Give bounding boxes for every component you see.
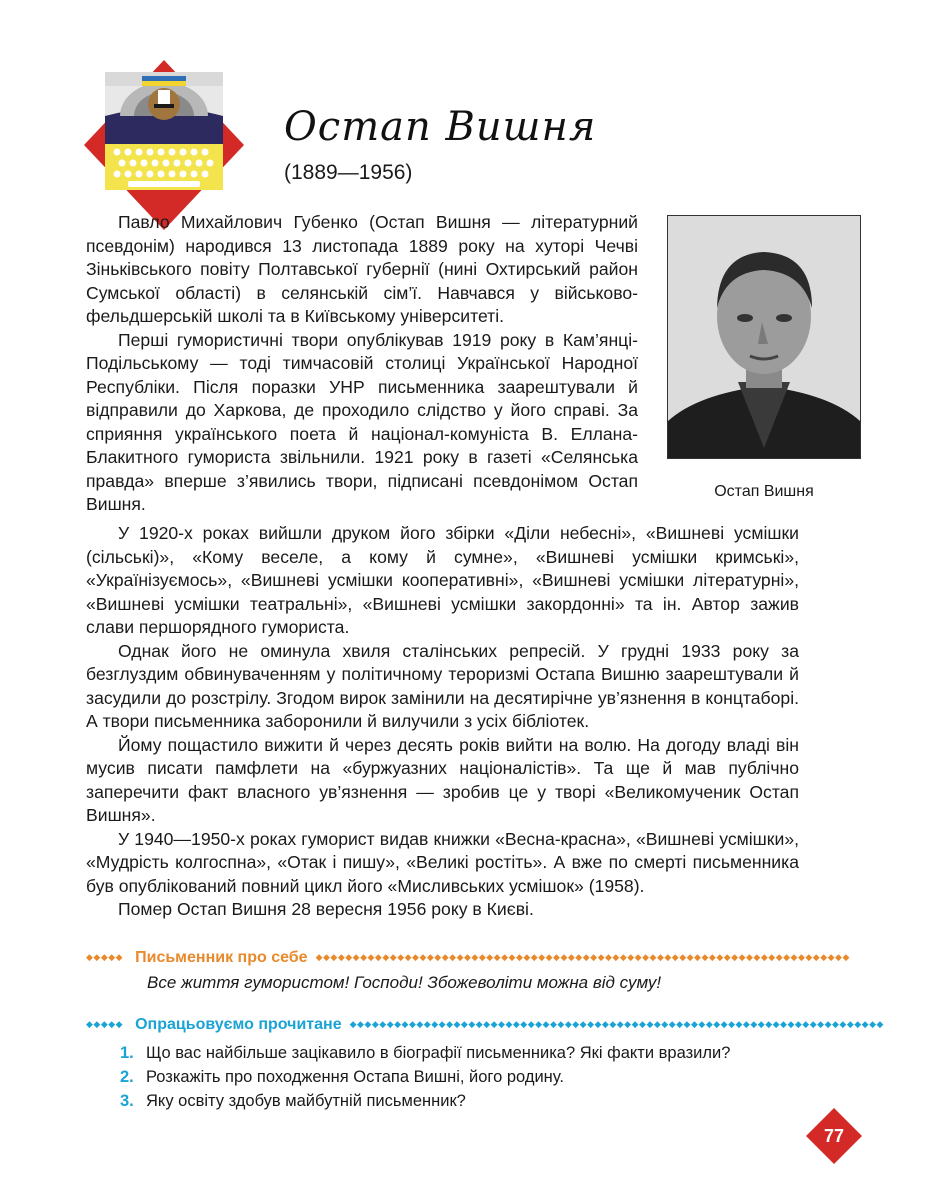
- biography-main: [86, 522, 799, 922]
- question-number: 2.: [120, 1068, 134, 1086]
- question-item: [120, 1041, 730, 1065]
- bio-paragraph: У 1940—1950-х роках гуморист видав книжки «Весна-красна», «Вишневі усмішки», «Мудрість колгоспна», «Отак і пишу», «Великі ростіть». А вже по смерті письменника був опублікований повний цикл його «Мисливських усмішок» (1958).: [86, 828, 799, 896]
- section-header-review: [86, 1013, 884, 1035]
- dot-divider-icon: ◆◆◆◆◆: [86, 1019, 124, 1029]
- review-questions: [120, 1041, 730, 1113]
- bio-paragraph: Йому пощастило вижити й через десять років вийти на волю. На догоду владі він мусив писати памфлети на «буржуазних націоналістів». Та ще й мав публічно заперечити факт власного ув’язнення — зробив це у творі «Великомученик Остап Вишня».: [86, 734, 799, 825]
- dot-divider-icon: ◆◆◆◆◆◆◆◆◆◆◆◆◆◆◆◆◆◆◆◆◆◆◆◆◆◆◆◆◆◆◆◆◆◆◆◆◆◆◆◆◆◆◆◆◆◆◆◆◆◆◆◆◆◆◆◆◆◆◆◆◆◆◆◆◆◆◆◆◆◆◆◆: [315, 952, 850, 962]
- bio-paragraph: Перші гумористичні твори опублікував 1919 року в Кам’янці-Подільському — тоді тимчасовій столиці Української Народної Республіки. Після поразки УНР письменника заарештували й відправили до Харкова, де проходило слідство у його справі. За сприяння українського поета й націонал-комуніста В. Еллана-Блакитного гумориста звільнили. 1921 року в газеті «Селянська правда» вперше з’явились твори, підписані псевдонімом Остап Вишня.: [86, 329, 638, 514]
- bio-paragraph: Павло Михайлович Губенко (Остап Вишня — літературний псевдонім) народився 13 листопада 1889 року на хуторі Чечві Зіньківського повіту Полтавської губернії (нині Охтирський район Сумської області) в селянській сім’ї. Навчався у військово-фельдшерській школі та в Київському університеті.: [86, 212, 638, 326]
- portrait-caption: Остап Вишня: [714, 483, 814, 500]
- bio-paragraph: Однак його не оминула хвиля сталінських репресій. У грудні 1933 року за безглуздим обвинуваченням у політичному тероризмі Остапа Вишню заарештували й засудили до розстрілу. Згодом вирок замінили на десятирічне ув’язнення в концтаборі. А твори письменника заборонили й вилучили з усіх бібліотек.: [86, 640, 799, 731]
- question-text: Яку освіту здобув майбутній письменник?: [146, 1092, 466, 1110]
- typewriter-emblem: [84, 60, 244, 230]
- portrait-image: [668, 216, 860, 458]
- question-item: [120, 1089, 730, 1113]
- page-number: 77: [823, 1126, 845, 1146]
- section-header-self: [86, 946, 850, 968]
- question-number: 1.: [120, 1044, 134, 1062]
- page-title: Остап Вишня: [284, 104, 597, 150]
- bio-paragraph: У 1920-х роках вийшли друком його збірки «Діли небесні», «Вишневі усмішки (сільські)», «Кому веселе, а кому й сумне», «Вишневі усмішки кримські», «Українізуємось», «Вишневі усмішки кооперативні», «Вишневі усмішки літературні», «Вишневі усмішки театральні», «Вишневі усмішки закордонні» та ін. Автор зажив слави першорядного гумориста.: [86, 523, 799, 637]
- author-quote: Все життя гумористом! Господи! Збожеволіти можна від суму!: [147, 973, 662, 992]
- biography-intro: [86, 211, 638, 517]
- question-number: 3.: [120, 1092, 134, 1110]
- dot-divider-icon: ◆◆◆◆◆: [86, 952, 124, 962]
- author-portrait: [667, 215, 861, 459]
- question-text: Розкажіть про походження Остапа Вишні, його родину.: [146, 1068, 564, 1086]
- bio-paragraph: Помер Остап Вишня 28 вересня 1956 року в Києві.: [118, 899, 534, 919]
- question-item: [120, 1065, 730, 1089]
- section-title-review: Опрацьовуємо прочитане: [135, 1016, 342, 1033]
- section-title-self: Письменник про себе: [135, 949, 308, 966]
- life-years: (1889—1956): [284, 161, 413, 184]
- dot-divider-icon: ◆◆◆◆◆◆◆◆◆◆◆◆◆◆◆◆◆◆◆◆◆◆◆◆◆◆◆◆◆◆◆◆◆◆◆◆◆◆◆◆◆◆◆◆◆◆◆◆◆◆◆◆◆◆◆◆◆◆◆◆◆◆◆◆◆◆◆◆◆◆◆◆: [349, 1019, 884, 1029]
- question-text: Що вас найбільше зацікавило в біографії письменника? Які факти вразили?: [146, 1044, 731, 1062]
